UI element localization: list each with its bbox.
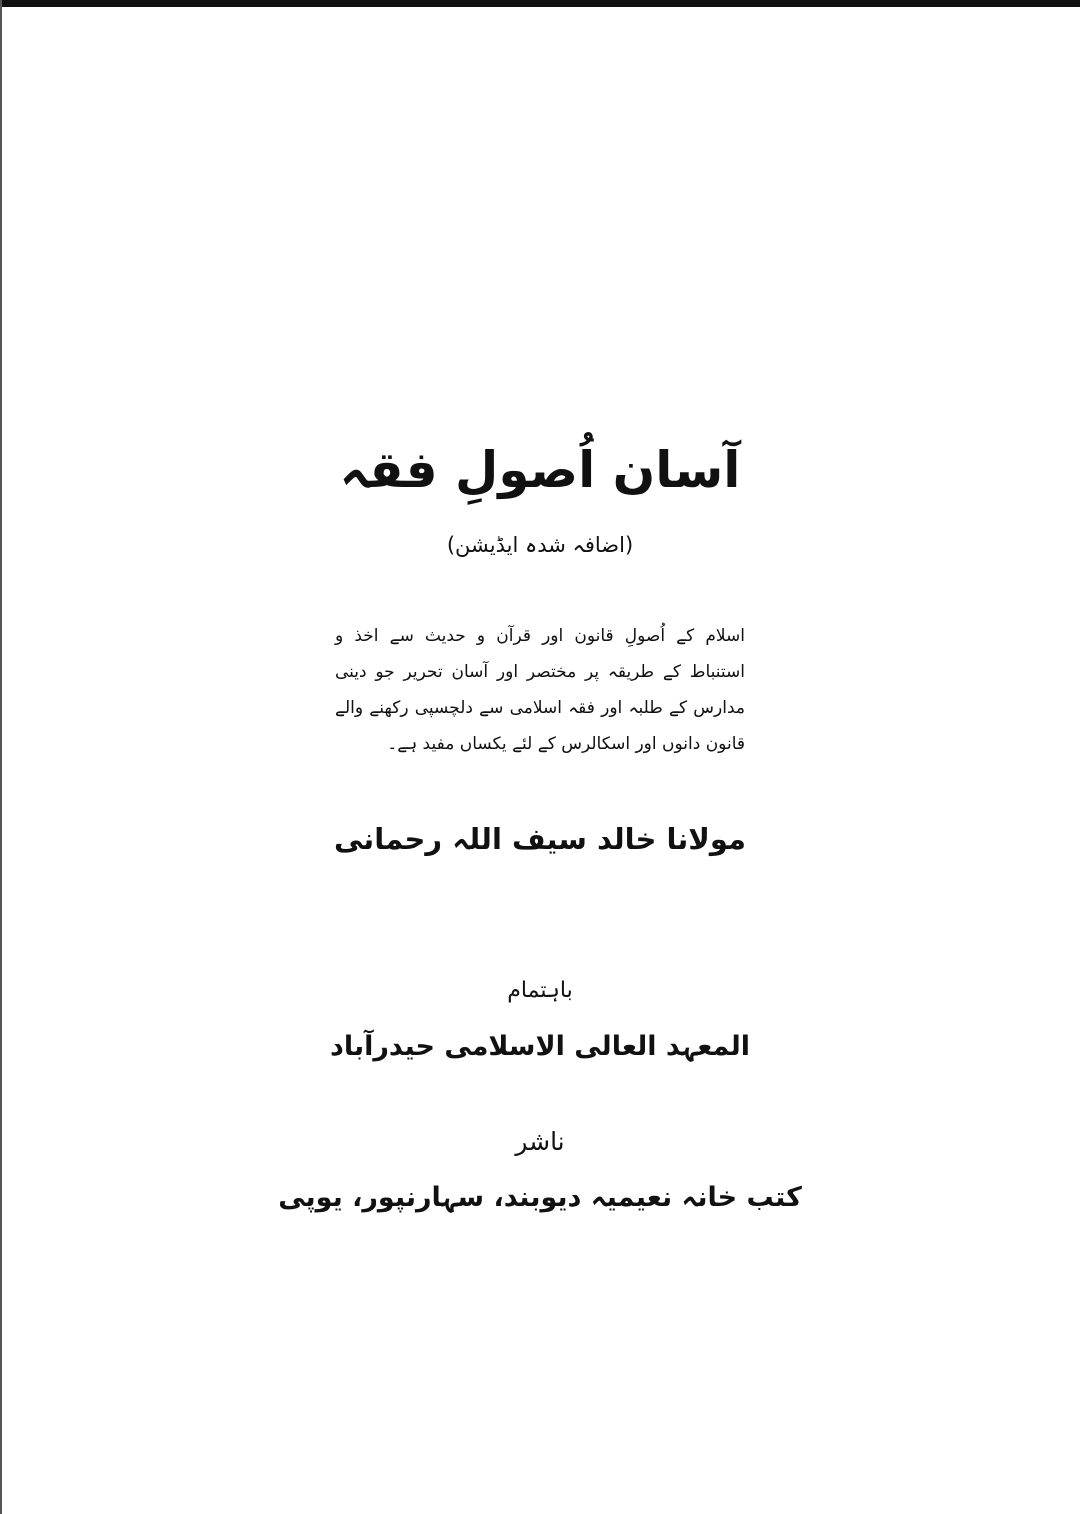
- book-title: آسان اُصولِ فقہ: [339, 441, 741, 499]
- publisher-label: ناشر: [515, 1127, 565, 1156]
- page-left-border: [0, 0, 2, 1514]
- page-top-border: [0, 0, 1080, 7]
- edition-note: (اضافہ شدہ ایڈیشن): [446, 533, 634, 557]
- publisher-name: کتب خانہ نعیمیہ دیوبند، سہارنپور، یوپی: [278, 1182, 802, 1213]
- institute-name: المعہد العالی الاسلامی حیدرآباد: [329, 1031, 751, 1062]
- author-name: مولانا خالد سیف اللہ رحمانی: [333, 822, 747, 856]
- patron-label: باہتمام: [507, 978, 573, 1003]
- book-description: اسلام کے اُصولِ قانون اور قرآن و حدیث سے اخذ و استنباط کے طریقہ پر مختصر اور آسان تحریر جو دینی مدارس کے طلبہ اور فقہ اسلامی سے دلچسپی رکھنے والے قانون دانوں اور اسکالرس کے لئے یکساں مفید ہے۔: [335, 626, 745, 754]
